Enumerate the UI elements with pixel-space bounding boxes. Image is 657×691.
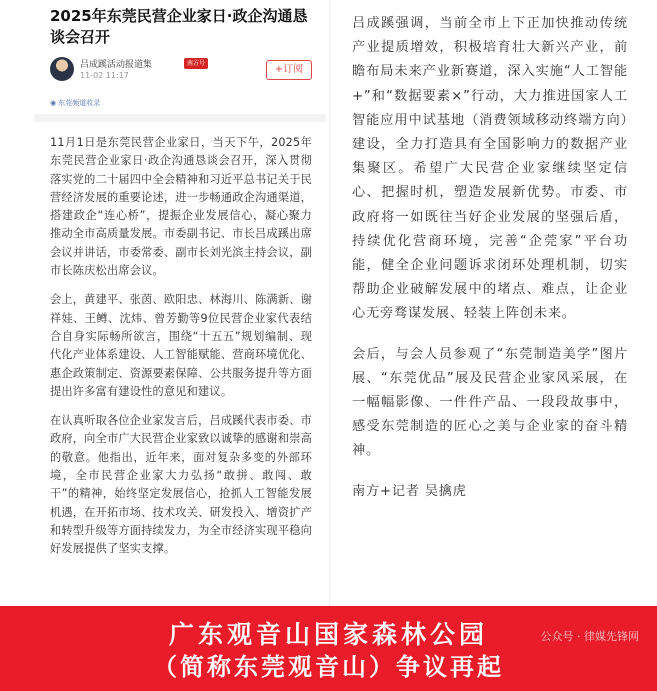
section-divider: [34, 114, 326, 122]
headline-banner: [0, 606, 657, 691]
collection-icon: ◉: [50, 99, 57, 107]
author-badge: 南方号: [184, 58, 208, 69]
article-title: 2025年东莞民营企业家日·政企沟通恳谈会召开: [50, 7, 308, 46]
collection-tag[interactable]: [50, 96, 312, 110]
reporter-byline: 南方+记者 吴擒虎: [352, 483, 467, 499]
banner-headline-line-1: 广东观音山国家森林公园: [168, 620, 488, 649]
right-paragraph-2: 会后，与会人员参观了“东莞制造美学”图片展、“东莞优品”展及民营企业家风采展，在一幅幅影像、一件件产品、一段段故事中，感受东莞制造的匠心之美与企业家的奋斗精神。: [352, 346, 628, 459]
watermark: 公众号 · 律媒先锋网: [540, 630, 639, 643]
author-row: [50, 54, 312, 94]
banner-headline-line-2: （简称东莞观音山）争议再起: [153, 653, 504, 681]
publish-time: 11-02 11:17: [80, 71, 129, 80]
left-paragraph-1: 11月1日是东莞民营企业家日，当天下午，2025年东莞民营企业家日·政企沟通恳谈会召开，深入贯彻落实党的二十届四中全会精神和习近平总书记关于民营经济发展的重要论述，进一步畅通政企沟通渠道，搭建政企“连心桥”，提振企业发展信心，凝心聚力推动全市高质量发展。市委副书记、市长吕成蹊出席会议并讲话，市委常委、副市长刘光滨主持会议，副市长陈庆松出席会议。: [50, 136, 312, 278]
left-article-panel: [34, 0, 326, 606]
author-name[interactable]: 吕成蹊活动报道集: [80, 60, 153, 70]
left-paragraph-2: 会上，黄建平、张茵、欧阳忠、林海川、陈满新、谢祥娃、王鳟、沈炜、曾芳勤等9位民营企业家代表结合自身实际畅所欲言，围绕“十五五”规划编制、现代化产业体系建设、人工智能赋能、营商环境优化、惠企政策制定、资源要素保障、公共服务提升等方面提出许多富有建设性的意见和建议。: [50, 293, 312, 398]
author-avatar[interactable]: [50, 57, 74, 81]
left-paragraph-3: 在认真听取各位企业家发言后，吕成蹊代表市委、市政府，向全市广大民营企业家致以诚挚的感谢和崇高的敬意。他指出，近年来，面对复杂多变的外部环境，全市民营企业家大力弘扬“敢拼、敢闯、敢干”的精神，始终坚定发展信心，抢抓人工智能发展机遇，在开拓市场、技术攻关、研发投入、增资扩产和转型升级等方面持续发力，为全市经济实现平稳向好发展提供了坚实支撑。: [50, 414, 312, 556]
right-paragraph-1: 吕成蹊强调，当前全市上下正加快推动传统产业提质增效，积极培育壮大新兴产业，前瞻布局未来产业新赛道，深入实施“人工智能+”和“数据要素×”行动，大力推进国家人工智能应用中试基地（消费领域移动终端方向）建设，全力打造具有全国影响力的数据产业集聚区。希望广大民营企业家继续坚定信心、把握时机，塑造发展新优势。市委、市政府将一如既往当好企业发展的坚强后盾，持续优化营商环境，完善“企莞家”平台功能，健全企业问题诉求闭环处理机制，切实帮助企业破解发展中的堵点、难点，让企业心无旁骛谋发展、轻装上阵创未来。: [352, 16, 628, 322]
subscribe-button[interactable]: +订阅: [266, 60, 312, 80]
panel-divider: [329, 0, 330, 606]
right-article-panel: [338, 0, 638, 606]
collection-tag-label: 东莞频道收录: [58, 99, 101, 107]
